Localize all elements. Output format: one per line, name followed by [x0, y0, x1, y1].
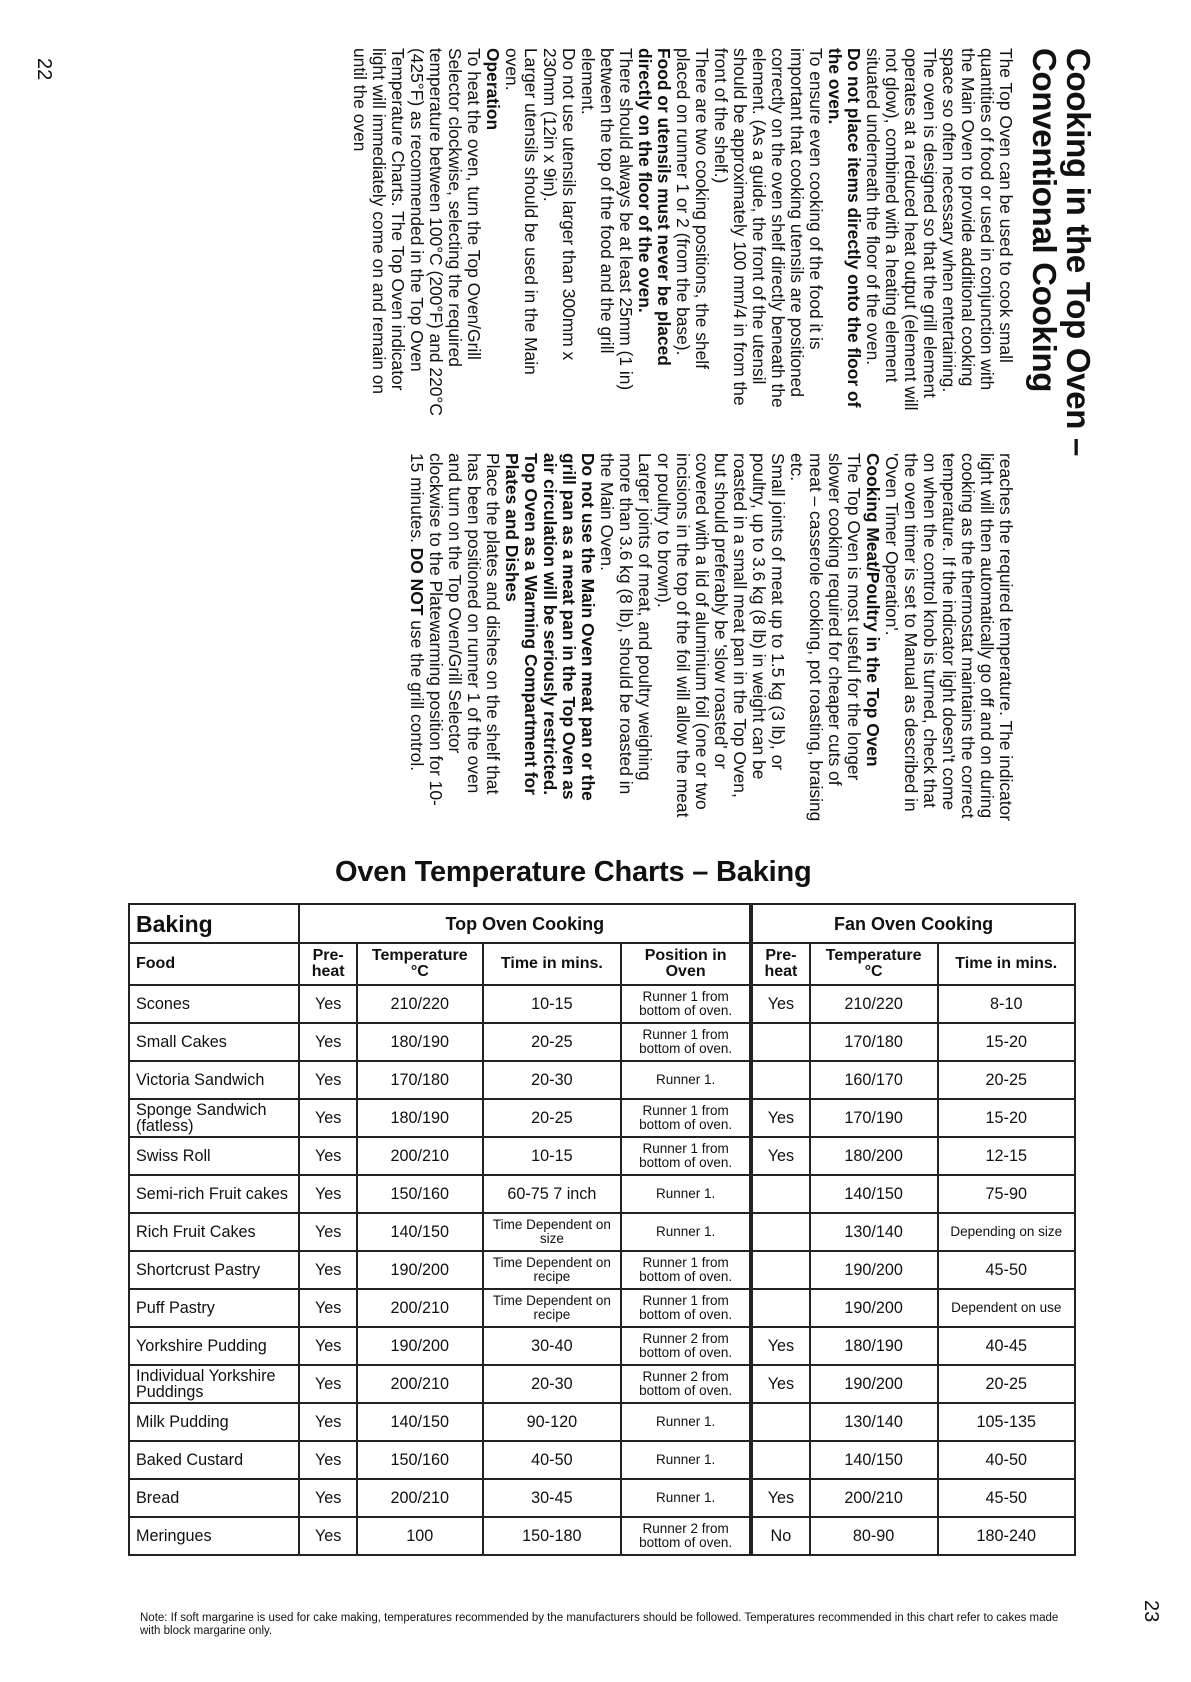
cell-top-time: Time Dependent on size	[483, 1213, 621, 1251]
cell-top-time: 10-15	[483, 985, 621, 1023]
paragraph: There should always be at least 25mm (1 in) between the top of the food and the grill element.	[578, 48, 636, 391]
cell-top-preheat: Yes	[299, 1213, 357, 1251]
col-position-line1: Position in	[644, 947, 727, 964]
cell-position: Runner 1.	[621, 1441, 751, 1479]
cell-fan-time: 45-50	[938, 1479, 1075, 1517]
cell-top-time: 90-120	[483, 1403, 621, 1441]
cell-food: Yorkshire Pudding	[129, 1327, 299, 1365]
col-time-top: Time in mins.	[483, 943, 621, 985]
cell-position: Runner 1.	[621, 1175, 751, 1213]
cell-food: Puff Pastry	[129, 1289, 299, 1327]
cell-top-time: 10-15	[483, 1137, 621, 1175]
cell-fan-time: 180-240	[938, 1517, 1075, 1555]
cell-top-time: Time Dependent on recipe	[483, 1289, 621, 1327]
cell-position: Runner 2 from bottom of oven.	[621, 1517, 751, 1555]
cell-top-temp: 140/150	[357, 1213, 483, 1251]
cell-fan-preheat: Yes	[751, 1099, 810, 1137]
warming-text: Place the plates and dishes on the shelf that has been positioned on runner 1 of the oven and turn on the Top Oven/Grill Selector clockwise to the Platewarming position for 10-15 minutes.	[407, 453, 503, 806]
cell-top-preheat: Yes	[299, 985, 357, 1023]
col-preheat-line2: heat	[311, 963, 345, 980]
col-preheat-fan	[751, 943, 810, 985]
col-preheat-line1: Pre-	[765, 947, 797, 964]
cell-top-temp: 140/150	[357, 1403, 483, 1441]
baking-chart-table	[128, 903, 1076, 1556]
cell-fan-time: 15-20	[938, 1099, 1075, 1137]
cell-top-temp: 150/160	[357, 1175, 483, 1213]
col-position-line2: Oven	[665, 963, 706, 980]
table-row	[129, 1479, 1075, 1517]
cell-top-preheat: Yes	[299, 1441, 357, 1479]
table-row	[129, 1403, 1075, 1441]
cell-fan-temp: 190/200	[810, 1251, 938, 1289]
table-row	[129, 1213, 1075, 1251]
cell-fan-preheat	[751, 1213, 810, 1251]
column-header-row	[129, 943, 1075, 985]
cell-fan-time: Dependent on use	[938, 1289, 1075, 1327]
cell-food: Small Cakes	[129, 1023, 299, 1061]
cell-food: Bread	[129, 1479, 299, 1517]
cell-top-temp: 200/210	[357, 1289, 483, 1327]
table-row	[129, 1327, 1075, 1365]
table-row	[129, 1365, 1075, 1403]
page-number-right: 23	[1140, 1600, 1162, 1623]
cell-top-temp: 210/220	[357, 985, 483, 1023]
cell-position: Runner 2 from bottom of oven.	[621, 1365, 751, 1403]
cell-top-preheat: Yes	[299, 1175, 357, 1213]
paragraph: Larger joints of meat, and poultry weighing more than 3.6 kg (8 lb), should be roasted in the Main Oven.	[597, 453, 655, 795]
cell-position: Runner 1 from bottom of oven.	[621, 1251, 751, 1289]
col-temp-line2: °C	[864, 963, 883, 980]
left-column	[350, 48, 1015, 418]
section-heading: Operation	[483, 48, 503, 131]
paragraph: The Top Oven is most useful for the longer slower cooking required for cheaper cuts of meat – casserole cooking, pot roasting, braising etc.	[787, 453, 864, 822]
col-time-fan: Time in mins.	[938, 943, 1075, 985]
table-row	[129, 1441, 1075, 1479]
cell-top-temp: 200/210	[357, 1137, 483, 1175]
group-baking: Baking	[129, 904, 299, 943]
cell-fan-temp: 130/140	[810, 1403, 938, 1441]
table-row	[129, 985, 1075, 1023]
cell-position: Runner 2 from bottom of oven.	[621, 1327, 751, 1365]
cell-fan-temp: 140/150	[810, 1441, 938, 1479]
cell-position: Runner 1.	[621, 1213, 751, 1251]
cell-fan-preheat: Yes	[751, 1137, 810, 1175]
cell-top-time: 30-45	[483, 1479, 621, 1517]
cell-top-time: Time Dependent on recipe	[483, 1251, 621, 1289]
cell-fan-temp: 190/200	[810, 1365, 938, 1403]
cell-food: Milk Pudding	[129, 1403, 299, 1441]
cell-position: Runner 1.	[621, 1061, 751, 1099]
cell-fan-time: 45-50	[938, 1251, 1075, 1289]
paragraph: The oven is designed so that the grill element operates at a reduced heat output (element will not glow), combined with a heating element situated underneath the floor of the oven.	[863, 48, 940, 411]
table-row	[129, 1251, 1075, 1289]
section-heading: Do not place items directly onto the floor of the oven.	[825, 48, 864, 408]
cell-food: Individual Yorkshire Puddings	[129, 1365, 299, 1403]
paragraph: Larger utensils should be used in the Main oven.	[502, 48, 541, 375]
paragraph: To heat the oven, turn the Top Oven/Grill Selector clockwise, selecting the required temperature between 100°C (200°F) and 220°C (425°F) as recommended in the Top Oven Temperature Charts. The Top Oven indicator light will immediately come on and remain on until the oven	[350, 48, 484, 416]
title-line-2: Conventional Cooking	[1026, 48, 1063, 393]
cell-top-preheat: Yes	[299, 1365, 357, 1403]
col-preheat-top	[299, 943, 357, 985]
cell-fan-temp: 200/210	[810, 1479, 938, 1517]
col-temp-top	[357, 943, 483, 985]
col-temp-line2: °C	[410, 963, 429, 980]
cell-top-preheat: Yes	[299, 1289, 357, 1327]
cell-fan-preheat: Yes	[751, 1327, 810, 1365]
cell-food: Rich Fruit Cakes	[129, 1213, 299, 1251]
cell-top-temp: 200/210	[357, 1365, 483, 1403]
cell-fan-temp: 130/140	[810, 1213, 938, 1251]
cell-food: Semi-rich Fruit cakes	[129, 1175, 299, 1213]
warming-text-end: use the grill control.	[407, 620, 427, 772]
cell-top-time: 40-50	[483, 1441, 621, 1479]
cell-top-preheat: Yes	[299, 1479, 357, 1517]
cell-position: Runner 1.	[621, 1479, 751, 1517]
cell-top-preheat: Yes	[299, 1137, 357, 1175]
cell-fan-time: 15-20	[938, 1023, 1075, 1061]
cell-fan-preheat: Yes	[751, 1365, 810, 1403]
col-preheat-line1: Pre-	[312, 947, 344, 964]
cell-position: Runner 1 from bottom of oven.	[621, 1137, 751, 1175]
cell-top-time: 30-40	[483, 1327, 621, 1365]
page-number-left: 22	[33, 58, 55, 81]
cell-top-temp: 190/200	[357, 1251, 483, 1289]
cell-food: Scones	[129, 985, 299, 1023]
chart-title: Oven Temperature Charts – Baking	[335, 856, 812, 888]
col-position	[621, 943, 751, 985]
cell-fan-time: 40-45	[938, 1327, 1075, 1365]
right-column	[407, 453, 1015, 823]
group-top-oven: Top Oven Cooking	[299, 904, 751, 943]
cell-fan-temp: 160/170	[810, 1061, 938, 1099]
cell-top-time: 20-25	[483, 1099, 621, 1137]
paragraph: Small joints of meat up to 1.5 kg (3 lb), or poultry, up to 3.6 kg (8 lb) in weight can be roasted in a small meat pan in the Top Oven, but should preferably be 'slow roasted' or covered with a lid of aluminium foil (one or two incisions in the top of the foil will allow the meat or poultry to brown).	[654, 453, 788, 818]
col-temp-line1: Temperature	[825, 947, 922, 964]
cell-fan-preheat	[751, 1061, 810, 1099]
cell-fan-temp: 80-90	[810, 1517, 938, 1555]
cell-food: Shortcrust Pastry	[129, 1251, 299, 1289]
col-food: Food	[129, 943, 299, 985]
cell-top-temp: 180/190	[357, 1023, 483, 1061]
cell-top-time: 20-30	[483, 1061, 621, 1099]
cell-fan-temp: 140/150	[810, 1175, 938, 1213]
cell-position: Runner 1 from bottom of oven.	[621, 1099, 751, 1137]
table-row	[129, 1023, 1075, 1061]
cell-top-temp: 100	[357, 1517, 483, 1555]
cell-position: Runner 1 from bottom of oven.	[621, 1023, 751, 1061]
cell-top-preheat: Yes	[299, 1517, 357, 1555]
paragraph: Do not use utensils larger than 300mm x 230mm (12in x 9in).	[540, 48, 579, 361]
cell-food: Swiss Roll	[129, 1137, 299, 1175]
heading-meat-poultry: Cooking Meat/Poultry in the Top Oven	[863, 453, 883, 767]
cell-top-temp: 170/180	[357, 1061, 483, 1099]
cell-fan-time: 75-90	[938, 1175, 1075, 1213]
do-not-emphasis: DO NOT	[407, 547, 427, 616]
cell-food: Baked Custard	[129, 1441, 299, 1479]
cell-top-time: 150-180	[483, 1517, 621, 1555]
paragraph: There are two cooking positions, the shelf placed on runner 1 or 2 (from the base).	[673, 48, 712, 369]
cell-fan-time: 20-25	[938, 1061, 1075, 1099]
cell-fan-preheat	[751, 1289, 810, 1327]
cell-food: Sponge Sandwich (fatless)	[129, 1099, 299, 1137]
cell-top-preheat: Yes	[299, 1327, 357, 1365]
cell-fan-time: 12-15	[938, 1137, 1075, 1175]
cell-position: Runner 1 from bottom of oven.	[621, 985, 751, 1023]
cell-fan-time: 8-10	[938, 985, 1075, 1023]
cell-position: Runner 1.	[621, 1403, 751, 1441]
cell-top-temp: 180/190	[357, 1099, 483, 1137]
group-header-row	[129, 904, 1075, 943]
cell-position: Runner 1 from bottom of oven.	[621, 1289, 751, 1327]
paragraph: reaches the required temperature. The indicator light will then automatically go off and on during cooking as the thermostat maintains the correct temperature. If the indicator light doesn't come on when the control knob is turned, check that the oven timer is set to Manual as described in 'Oven Timer Operation'.	[882, 453, 1016, 821]
col-preheat-line2: heat	[764, 963, 798, 980]
cell-fan-preheat: Yes	[751, 1479, 810, 1517]
cell-fan-temp: 190/200	[810, 1289, 938, 1327]
table-row	[129, 1061, 1075, 1099]
cell-top-temp: 190/200	[357, 1327, 483, 1365]
cell-fan-time: 105-135	[938, 1403, 1075, 1441]
table-row	[129, 1289, 1075, 1327]
cell-fan-preheat: Yes	[751, 985, 810, 1023]
table-row	[129, 1137, 1075, 1175]
cell-top-temp: 200/210	[357, 1479, 483, 1517]
cell-fan-preheat	[751, 1251, 810, 1289]
cell-fan-time: 40-50	[938, 1441, 1075, 1479]
cell-fan-temp: 170/180	[810, 1023, 938, 1061]
cell-fan-temp: 170/190	[810, 1099, 938, 1137]
cell-fan-time: Depending on size	[938, 1213, 1075, 1251]
cell-fan-time: 20-25	[938, 1365, 1075, 1403]
rotated-text-section	[5, 48, 1095, 868]
heading-warming-compartment: Top Oven as a Warming Compartment for Plates and Dishes	[502, 453, 541, 796]
section-heading: Food or utensils must never be placed directly on the floor of the oven.	[635, 48, 674, 366]
warning-meat-pan: Do not use the Main Oven meat pan or the grill pan as a meat pan in the Top Oven as air circulation will be seriously restricted.	[540, 453, 598, 801]
cell-fan-temp: 180/190	[810, 1327, 938, 1365]
table-row	[129, 1517, 1075, 1555]
cell-top-temp: 150/160	[357, 1441, 483, 1479]
title-line-1: Cooking in the Top Oven –	[1060, 48, 1097, 457]
paragraph: To ensure even cooking of the food it is important that cooking utensils are positioned correctly on the oven shelf directly beneath the element. (As a guide, the front of the utensil should be approximately 100 mm/4 in from the front of the shelf.)	[711, 48, 826, 408]
paragraph-warming	[407, 453, 502, 823]
chart-note: Note: If soft margarine is used for cake making, temperatures recommended by the manufacturers should be followed. Temperatures recommended in this chart refer to cakes made with block margarine only.	[140, 1612, 1059, 1637]
cell-food: Victoria Sandwich	[129, 1061, 299, 1099]
cell-top-preheat: Yes	[299, 1099, 357, 1137]
col-temp-line1: Temperature	[371, 947, 468, 964]
cell-fan-temp: 180/200	[810, 1137, 938, 1175]
table-row	[129, 1099, 1075, 1137]
baking-chart-body	[129, 985, 1075, 1555]
cell-fan-preheat	[751, 1403, 810, 1441]
cell-top-preheat: Yes	[299, 1251, 357, 1289]
table-row	[129, 1175, 1075, 1213]
cell-fan-preheat	[751, 1175, 810, 1213]
cell-top-preheat: Yes	[299, 1023, 357, 1061]
col-temp-fan	[810, 943, 938, 985]
cell-top-preheat: Yes	[299, 1061, 357, 1099]
cell-top-time: 20-30	[483, 1365, 621, 1403]
page-title	[1027, 48, 1095, 868]
cell-fan-preheat	[751, 1441, 810, 1479]
cell-top-preheat: Yes	[299, 1403, 357, 1441]
cell-fan-preheat	[751, 1023, 810, 1061]
cell-top-time: 20-25	[483, 1023, 621, 1061]
cell-food: Meringues	[129, 1517, 299, 1555]
cell-top-time: 60-75 7 inch	[483, 1175, 621, 1213]
cell-fan-temp: 210/220	[810, 985, 938, 1023]
group-fan-oven: Fan Oven Cooking	[751, 904, 1075, 943]
cell-fan-preheat: No	[751, 1517, 810, 1555]
paragraph: The Top Oven can be used to cook small quantities of food or used in conjunction with the Main Oven to provide additional cooking space so often necessary when entertaining.	[939, 48, 1016, 393]
